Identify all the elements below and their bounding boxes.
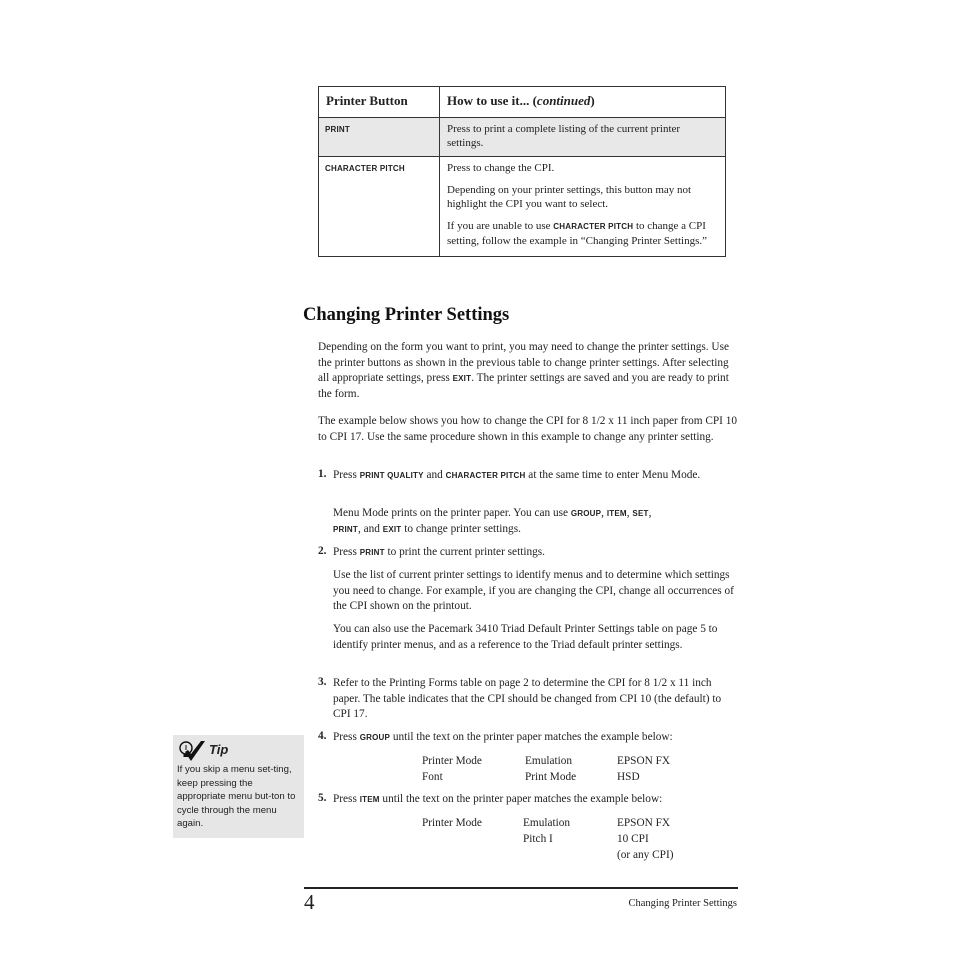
step-text: Use the list of current printer settings to identify menus and to determine which settings you need to change. For example, if you are changing the CPI, change all occurrences of the CPI shown on the printout. — [333, 569, 734, 612]
table-header-button: Printer Button — [319, 87, 440, 118]
step-number: 3. — [318, 676, 327, 688]
button-name: PRINT — [325, 125, 350, 134]
table-header-howto: How to use it... (continued) — [440, 87, 726, 118]
button-description: Press to print a complete listing of the current printer settings. — [447, 123, 681, 149]
tip-text: If you skip a menu set-ting, keep pressing the appropriate menu but-ton to cycle through the menu again. — [177, 764, 296, 829]
step-text: Press PRINT QUALITY and CHARACTER PITCH at the same time to enter Menu Mode. — [333, 469, 701, 481]
table-row — [319, 118, 726, 157]
step-number: 5. — [318, 792, 327, 804]
page-number: 4 — [304, 890, 315, 914]
section-heading: Changing Printer Settings — [303, 305, 510, 325]
step-text: Press ITEM until the text on the printer paper matches the example below: — [333, 793, 663, 805]
button-name: CHARACTER PITCH — [325, 164, 405, 173]
button-description: Press to change the CPI. Depending on your printer settings, this button may not highlight the CPI you want to select. If you are unable to use CHARACTER PITCH to change a CPI setting, follow the example in “Changing Printer Settings.” — [447, 162, 707, 247]
step-text: Refer to the Printing Forms table on page 2 to determine the CPI for 8 1/2 x 11 inch paper. The table indicates that the CPI should be changed from CPI 10 (the default) to CPI 17. — [333, 677, 722, 720]
step-number: 2. — [318, 545, 327, 557]
example-column: Emulation Print Mode — [525, 755, 577, 783]
step-text: Press PRINT to print the current printer settings. — [333, 546, 546, 558]
step-text: Menu Mode prints on the printer paper. You can use GROUP, ITEM, SET, PRINT, and EXIT to change printer settings. — [333, 507, 652, 535]
printer-button-table — [318, 86, 726, 257]
step-text: You can also use the Pacemark 3410 Triad Default Printer Settings table on page 5 to identify printer menus, and as a reference to the Triad default printer settings. — [333, 623, 718, 651]
example-column: EPSON FX 10 CPI (or any CPI) — [617, 817, 674, 861]
example-column: Emulation Pitch I — [523, 817, 571, 845]
example-column: Printer Mode — [422, 817, 482, 829]
intro-paragraph: Depending on the form you want to print, you may need to change the printer settings. Use the printer buttons as shown in the previous table to change printer settings. After selecting all appropriate settings, press EXIT. The printer settings are saved and you are ready to print the form. — [318, 341, 729, 400]
step-text: Press GROUP until the text on the printer paper matches the example below: — [333, 731, 673, 743]
table-row — [319, 157, 726, 257]
example-column: EPSON FX HSD — [617, 755, 671, 783]
example-column: Printer Mode Font — [422, 755, 482, 783]
step-number: 4. — [318, 730, 327, 742]
tip-title: Tip — [209, 742, 229, 757]
lightbulb-check-icon — [177, 739, 207, 763]
intro-paragraph: The example below shows you how to change the CPI for 8 1/2 x 11 inch paper from CPI 10 to CPI 17. Use the same procedure shown in this example to change any printer setting. — [318, 415, 738, 443]
footer-rule — [304, 887, 738, 889]
step-number: 1. — [318, 468, 327, 480]
running-footer: Changing Printer Settings — [628, 898, 737, 909]
